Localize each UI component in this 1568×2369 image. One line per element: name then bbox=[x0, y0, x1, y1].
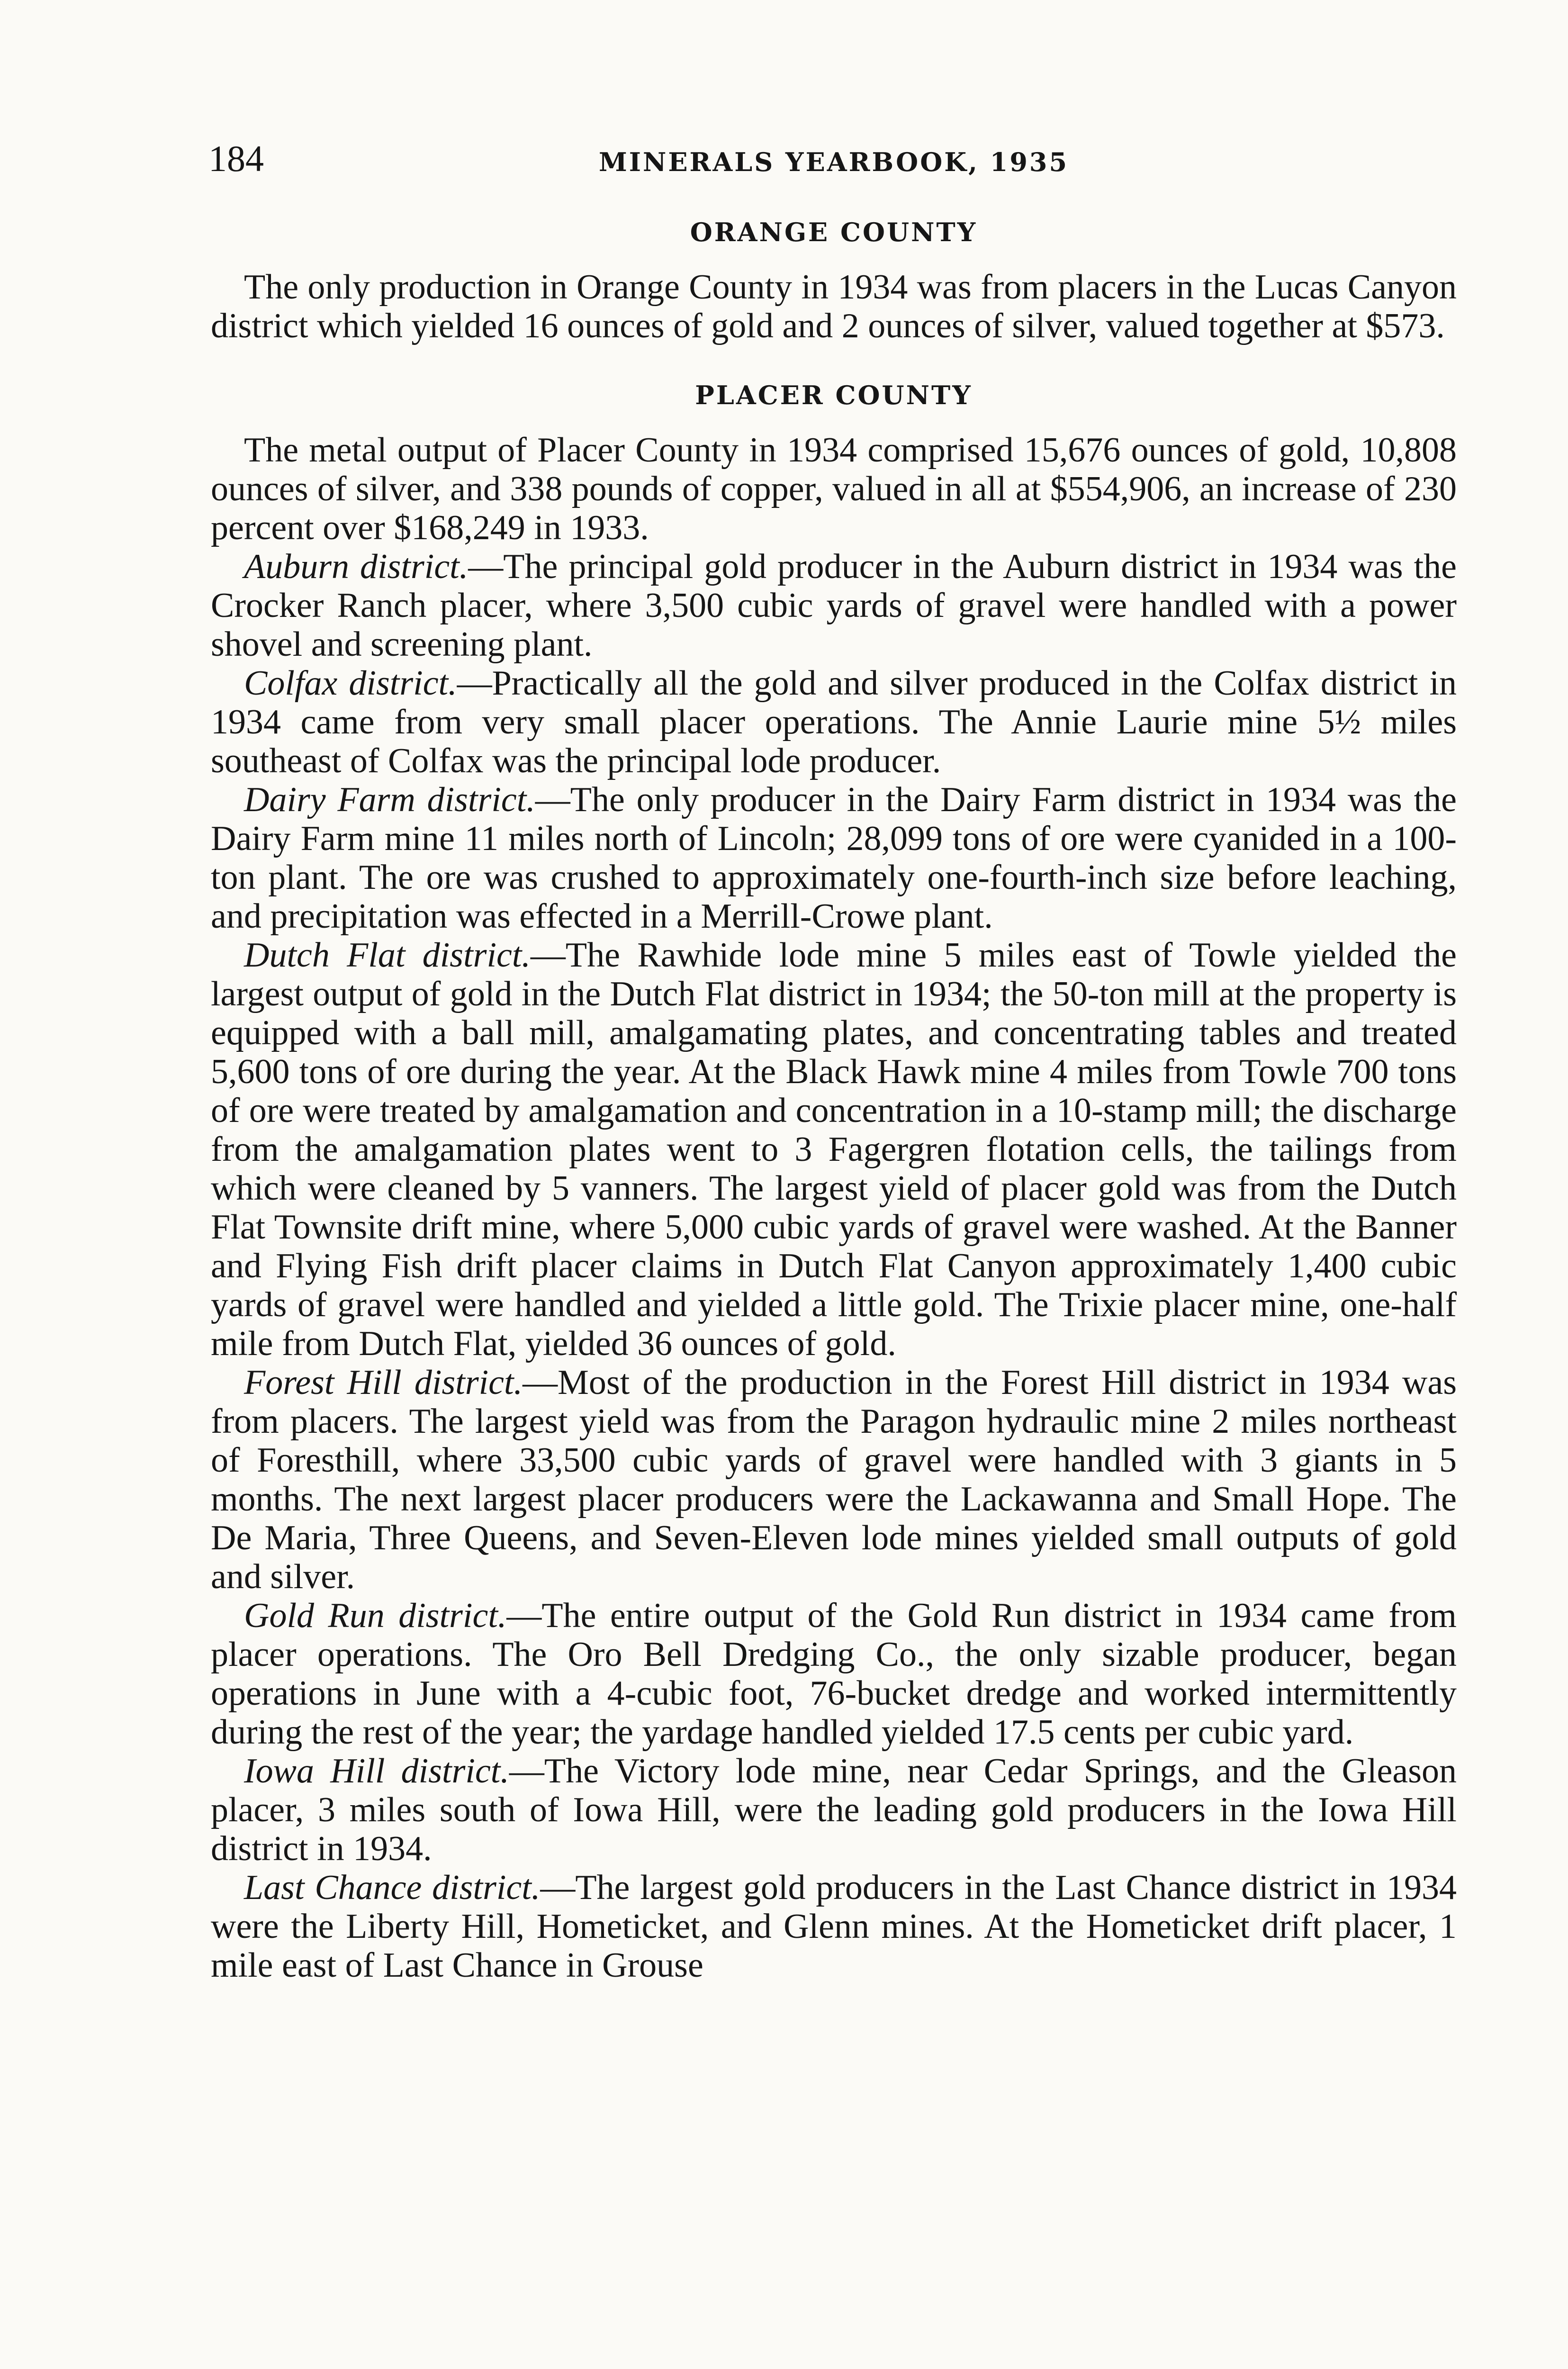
running-title: MINERALS YEARBOOK, 1935 bbox=[598, 147, 1069, 177]
body-text bbox=[211, 216, 1457, 1985]
district-paragraph-last-chance bbox=[211, 1868, 1457, 1985]
placer-county-intro: The metal output of Placer County in 1934 comprised 15,676 ounces of gold, 10,808 ounces of silver, and 338 pounds of copper, valued in all at $554,906, an increase of 230 percent over $168,249 in 1933. bbox=[211, 431, 1457, 547]
district-name: Iowa Hill district. bbox=[244, 1752, 509, 1790]
district-paragraph-auburn bbox=[211, 547, 1457, 664]
district-name: Forest Hill district. bbox=[244, 1363, 523, 1402]
district-text: —The Victory lode mine, near Cedar Springs, and the Gleason placer, 3 miles south of Iowa Hill, were the leading gold producers in the Iowa Hill district in 1934. bbox=[211, 1752, 1457, 1868]
district-paragraph-iowa-hill bbox=[211, 1752, 1457, 1868]
page-number: 184 bbox=[208, 138, 264, 179]
district-paragraph-dairy-farm bbox=[211, 780, 1457, 936]
district-name: Auburn district. bbox=[244, 547, 469, 586]
district-name: Colfax district. bbox=[244, 664, 457, 703]
district-text: —The Rawhide lode mine 5 miles east of Towle yielded the largest output of gold in the Dutch Flat district in 1934; the 50-ton mill at the property is equipped with a ball mill, amalgamating plates, and concentrating tables and treated 5,600 tons of ore during the year. At the Black Hawk mine 4 miles from Towle 700 tons of ore were treated by amalgamation and concentration in a 10-stamp mill; the discharge from the amalgamation plates went to 3 Fagergren flotation cells, the tailings from which were cleaned by 5 vanners. The largest yield of placer gold was from the Dutch Flat Townsite drift mine, where 5,000 cubic yards of gravel were washed. At the Banner and Flying Fish drift placer claims in Dutch Flat Canyon approximately 1,400 cubic yards of gravel were handled and yielded a little gold. The Trixie placer mine, one-half mile from Dutch Flat, yielded 36 ounces of gold. bbox=[211, 936, 1457, 1363]
running-head bbox=[208, 137, 1459, 190]
district-text: —The largest gold producers in the Last Chance district in 1934 were the Liberty Hill, Hometicket, and Glenn mines. At the Hometicket drift placer, 1 mile east of Last Chance in Grouse bbox=[211, 1868, 1457, 1985]
district-text: —Practically all the gold and silver produced in the Colfax district in 1934 came from very small placer operations. The Annie Laurie mine 5½ miles southeast of Colfax was the principal lode producer. bbox=[211, 664, 1457, 780]
section-heading-placer-county: PLACER COUNTY bbox=[695, 380, 973, 410]
district-name: Dutch Flat district. bbox=[244, 936, 531, 975]
district-text: —The entire output of the Gold Run district in 1934 came from placer operations. The Oro Bell Dredging Co., the only sizable producer, began operations in June with a 4-cubic foot, 76-bucket dredge and worked intermittently during the rest of the year; the yardage handled yielded 17.5 cents per cubic yard. bbox=[211, 1596, 1457, 1752]
district-text: —The only producer in the Dairy Farm district in 1934 was the Dairy Farm mine 11 miles north of Lincoln; 28,099 tons of ore were cyanided in a 100-ton plant. The ore was crushed to approximately one-fourth-inch size before leaching, and precipitation was effected in a Merrill-Crowe plant. bbox=[211, 780, 1457, 936]
district-name: Last Chance district. bbox=[244, 1868, 541, 1907]
section-heading-orange-county: ORANGE COUNTY bbox=[690, 217, 978, 247]
district-paragraph-dutch-flat bbox=[211, 936, 1457, 1363]
orange-county-paragraph: The only production in Orange County in 1934 was from placers in the Lucas Canyon district which yielded 16 ounces of gold and 2 ounces of silver, valued together at $573. bbox=[211, 268, 1457, 345]
district-paragraph-forest-hill bbox=[211, 1363, 1457, 1596]
district-paragraph-colfax bbox=[211, 664, 1457, 780]
district-name: Gold Run district. bbox=[244, 1596, 507, 1635]
district-text: —Most of the production in the Forest Hill district in 1934 was from placers. The largest yield was from the Paragon hydraulic mine 2 miles northeast of Foresthill, where 33,500 cubic yards of gravel were handled with 3 giants in 5 months. The next largest placer producers were the Lackawanna and Small Hope. The De Maria, Three Queens, and Seven-Eleven lode mines yielded small outputs of gold and silver. bbox=[211, 1363, 1457, 1596]
district-text: —The principal gold producer in the Auburn district in 1934 was the Crocker Ranch placer, where 3,500 cubic yards of gravel were handled with a power shovel and screening plant. bbox=[211, 547, 1457, 664]
district-paragraph-gold-run bbox=[211, 1596, 1457, 1752]
district-name: Dairy Farm district. bbox=[244, 780, 535, 819]
